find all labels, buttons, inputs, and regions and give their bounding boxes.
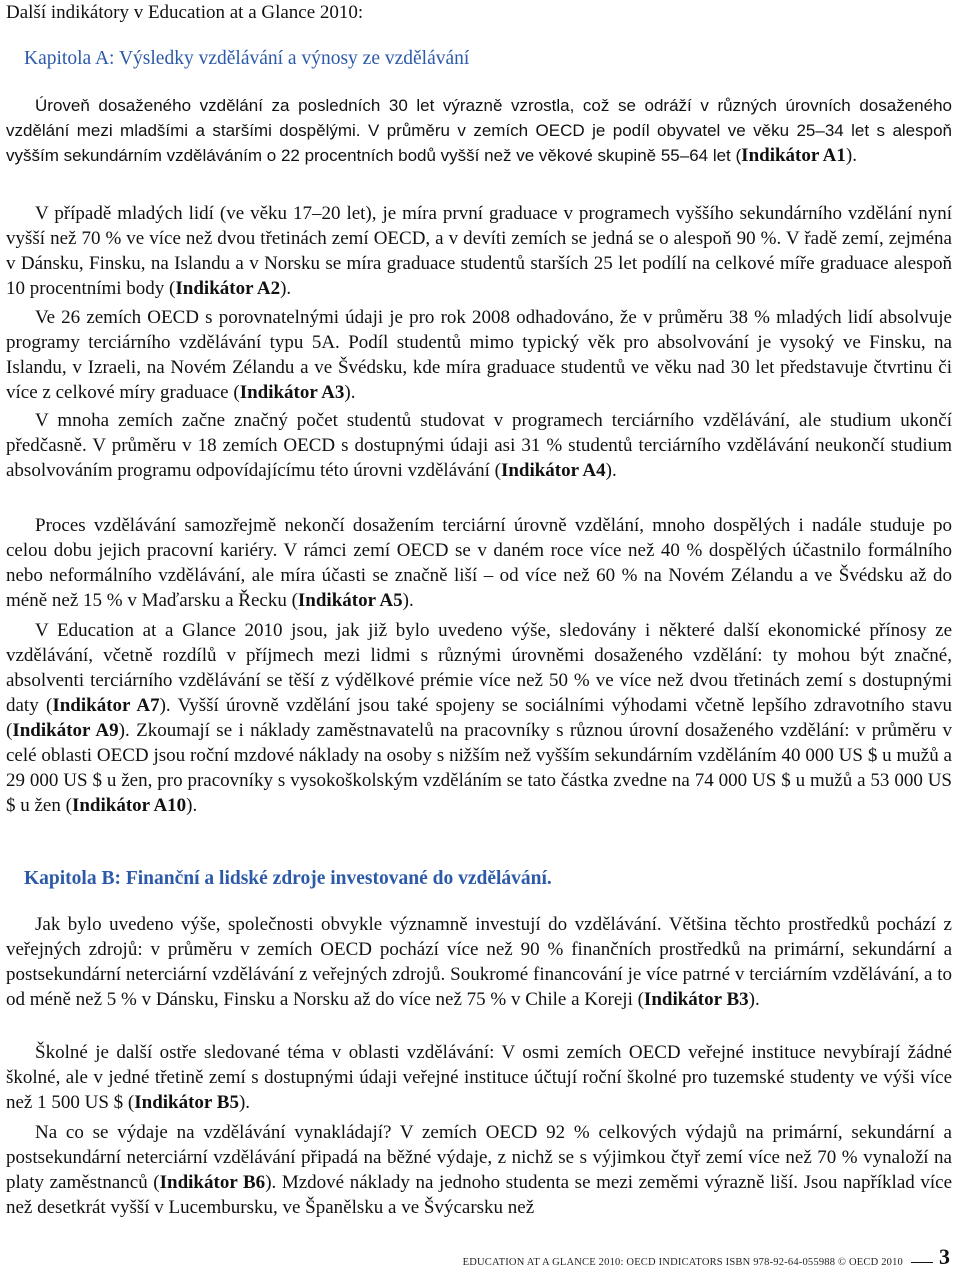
paragraph-text: V Education at a Glance 2010 jsou, jak již bylo uvedeno výše, sledovány i některé další ekonomické přínosy ze vzdělávání, včetně rozdílů v příjmech mezi lidmi s různými úrovněmi dosaženého vzdělání: ty mohou být značné, absolventi terciárního vzdělávání se těší z výdělkové prémie více než 50 % ve více než dvou třetinách zemí s dostupnými daty ( (6, 620, 952, 716)
indicator-reference: Indikátor A2 (175, 278, 281, 299)
paragraph-text: Úroveň dosaženého vzdělání za posledních 30 let výrazně vzrostla, což se odráží v různých úrovních dosaženého vzdělání mezi mladšími a staršími dospělými. V průměru v zemích OECD je podíl obyvatel ve věku 25–34 let s alespoň vyšším sekundárním vzděláváním o 22 procentních bodů vyšší než ve věkové skupině 55–64 let ( (6, 96, 952, 165)
paragraph-text: Jak bylo uvedeno výše, společnosti obvykle významně investují do vzdělávání. Většina těchto prostředků pochází z veřejných zdrojů: v průměru v zemích OECD pochází více než 90 % finančních prostředků na primární, sekundární a postsekundární neterciární vzdělávání z veřejných zdrojů. Soukromé financování je více patrné v terciárním vzdělávání, a to od méně než 5 % v Dánsku, Finsku a Norsku až do více než 75 % v Chile a Koreji ( (6, 914, 952, 1010)
chapter-b-heading: Kapitola B: Finanční a lidské zdroje investované do vzdělávání. (24, 868, 552, 889)
paragraph (6, 513, 952, 613)
paragraph (6, 408, 952, 483)
indicator-reference: Indikátor A7 (52, 695, 160, 716)
indicator-reference: Indikátor A5 (297, 590, 403, 611)
paragraph (6, 912, 952, 1012)
paragraph (6, 1120, 952, 1220)
paragraph (6, 93, 952, 168)
paragraph-text: ). (605, 460, 617, 481)
indicator-reference: Indikátor B5 (134, 1092, 239, 1113)
paragraph-text: ). (238, 1092, 251, 1113)
indicator-reference: Indikátor A10 (71, 795, 187, 816)
paragraph-text: ). Vyšší úrovně vzdělání jsou také spojeny se sociálními výhodami včetně lepšího zdravotního stavu ( (6, 695, 952, 741)
indicator-reference: Indikátor A4 (500, 460, 606, 481)
paragraph-text: ). Mzdové náklady na jednoho studenta se mezi zeměmi výrazně liší. Jsou například více než desetkrát vyšší v Lucembursku, ve Španělsku a ve Švýcarsku než (6, 1172, 953, 1218)
paragraph-text: ). (344, 382, 356, 403)
paragraph-text: V případě mladých lidí (ve věku 17–20 let), je míra první graduace v programech vyššího sekundárního vzdělání nyní vyšší než 70 % ve více než dvou třetinách zemí OECD, a v devíti zemích se jedná se o alespoň 90 %. V řadě zemí, zejména v Dánsku, Finsku, na Islandu a v Norsku se míra graduace studentů starších 25 let podílí na celkové míře graduace alespoň 10 procentními body ( (6, 203, 952, 299)
indicator-reference: Indikátor A3 (239, 382, 345, 403)
paragraph-text: ). (748, 989, 760, 1010)
footer-rule (911, 1262, 933, 1263)
paragraph-text: Proces vzdělávání samozřejmě nekončí dosažením terciární úrovně vzdělání, mnoho dospělých i nadále studuje po celou dobu jejich pracovní kariéry. V rámci zemí OECD se v daném roce více než 40 % dospělých účastnilo formálního nebo neformálního vzdělávání, ale míra účasti se značně liší – od více než 60 % na Novém Zélandu a ve Švédsku až do méně než 15 % v Maďarsku a Řecku ( (6, 515, 952, 611)
paragraph-text: ). (402, 590, 414, 611)
page-footer (463, 1246, 950, 1268)
paragraph (6, 618, 952, 818)
paragraph-text: Na co se výdaje na vzdělávání vynakládají? V zemích OECD 92 % celkových výdajů na primární, sekundární a postsekundární neterciární vzdělávání připadá na běžné výdaje, z nichž se s výjimkou čtyř zemí více než 70 % vynaloží na platy zaměstnanců ( (6, 1122, 952, 1193)
paragraph (6, 1040, 952, 1115)
paragraph-text: ). (845, 145, 857, 166)
indicator-reference: Indikátor A1 (741, 145, 846, 166)
paragraph-text: Ve 26 zemích OECD s porovnatelnými údaji je pro rok 2008 odhadováno, že v průměru 38 % mladých lidí absolvuje programy terciárního vzdělávání typu 5A. Podíl studentů mimo typický věk pro absolvování je vysoký ve Finsku, na Islandu, v Izraeli, na Novém Zélandu a ve Švédsku, kde míra graduace studentů ve věku nad 30 let představuje čtvrtinu či více z celkové míry graduace ( (6, 307, 952, 403)
paragraph-text: V mnoha zemích začne značný počet studentů studovat v programech terciárního vzdělávání, ale studium ukončí předčasně. V průměru v 18 zemích OECD s dostupnými údaji asi 31 % studentů terciárního vzdělávání neukončí studium absolvováním programu odpovídajícímu této úrovni vzdělávání ( (6, 410, 952, 481)
footer-citation: EDUCATION AT A GLANCE 2010: OECD INDICATORS ISBN 978-92-64-055988 © OECD 2010 (462, 1257, 903, 1268)
page-number: 3 (939, 1244, 950, 1269)
indicator-reference: Indikátor B6 (159, 1172, 266, 1193)
paragraph-text: Školné je další ostře sledované téma v oblasti vzdělávání: V osmi zemích OECD veřejné instituce nevybírají žádné školné, ale v jedné třetině zemí s dostupnými údaji veřejné instituce účtují roční školné pro tuzemské studenty ve výši více než 1 500 US $ ( (6, 1042, 952, 1113)
paragraph (6, 305, 952, 405)
indicator-reference: Indikátor B3 (643, 989, 749, 1010)
indicator-reference: Indikátor A9 (12, 720, 119, 741)
paragraph-text: ). Zkoumají se i náklady zaměstnavatelů na pracovníky s různou úrovní dosaženého vzdělání: v průměru v celé oblasti OECD jsou roční mzdové náklady na osoby s nižším než vyšším sekundárním vzděláním 40 000 US $ u mužů a 29 000 US $ u žen, pro pracovníky s vysokoškolským vzděláním se tato částka zvedne na 74 000 US $ u mužů a 53 000 US $ u žen ( (6, 720, 953, 816)
chapter-a-heading: Kapitola A: Výsledky vzdělávání a výnosy ze vzdělávání (24, 48, 470, 69)
page-title: Další indikátory v Education at a Glance 2010: (6, 2, 364, 23)
paragraph-text: ). (186, 795, 198, 816)
paragraph-text: ). (280, 278, 292, 299)
paragraph (6, 201, 952, 301)
